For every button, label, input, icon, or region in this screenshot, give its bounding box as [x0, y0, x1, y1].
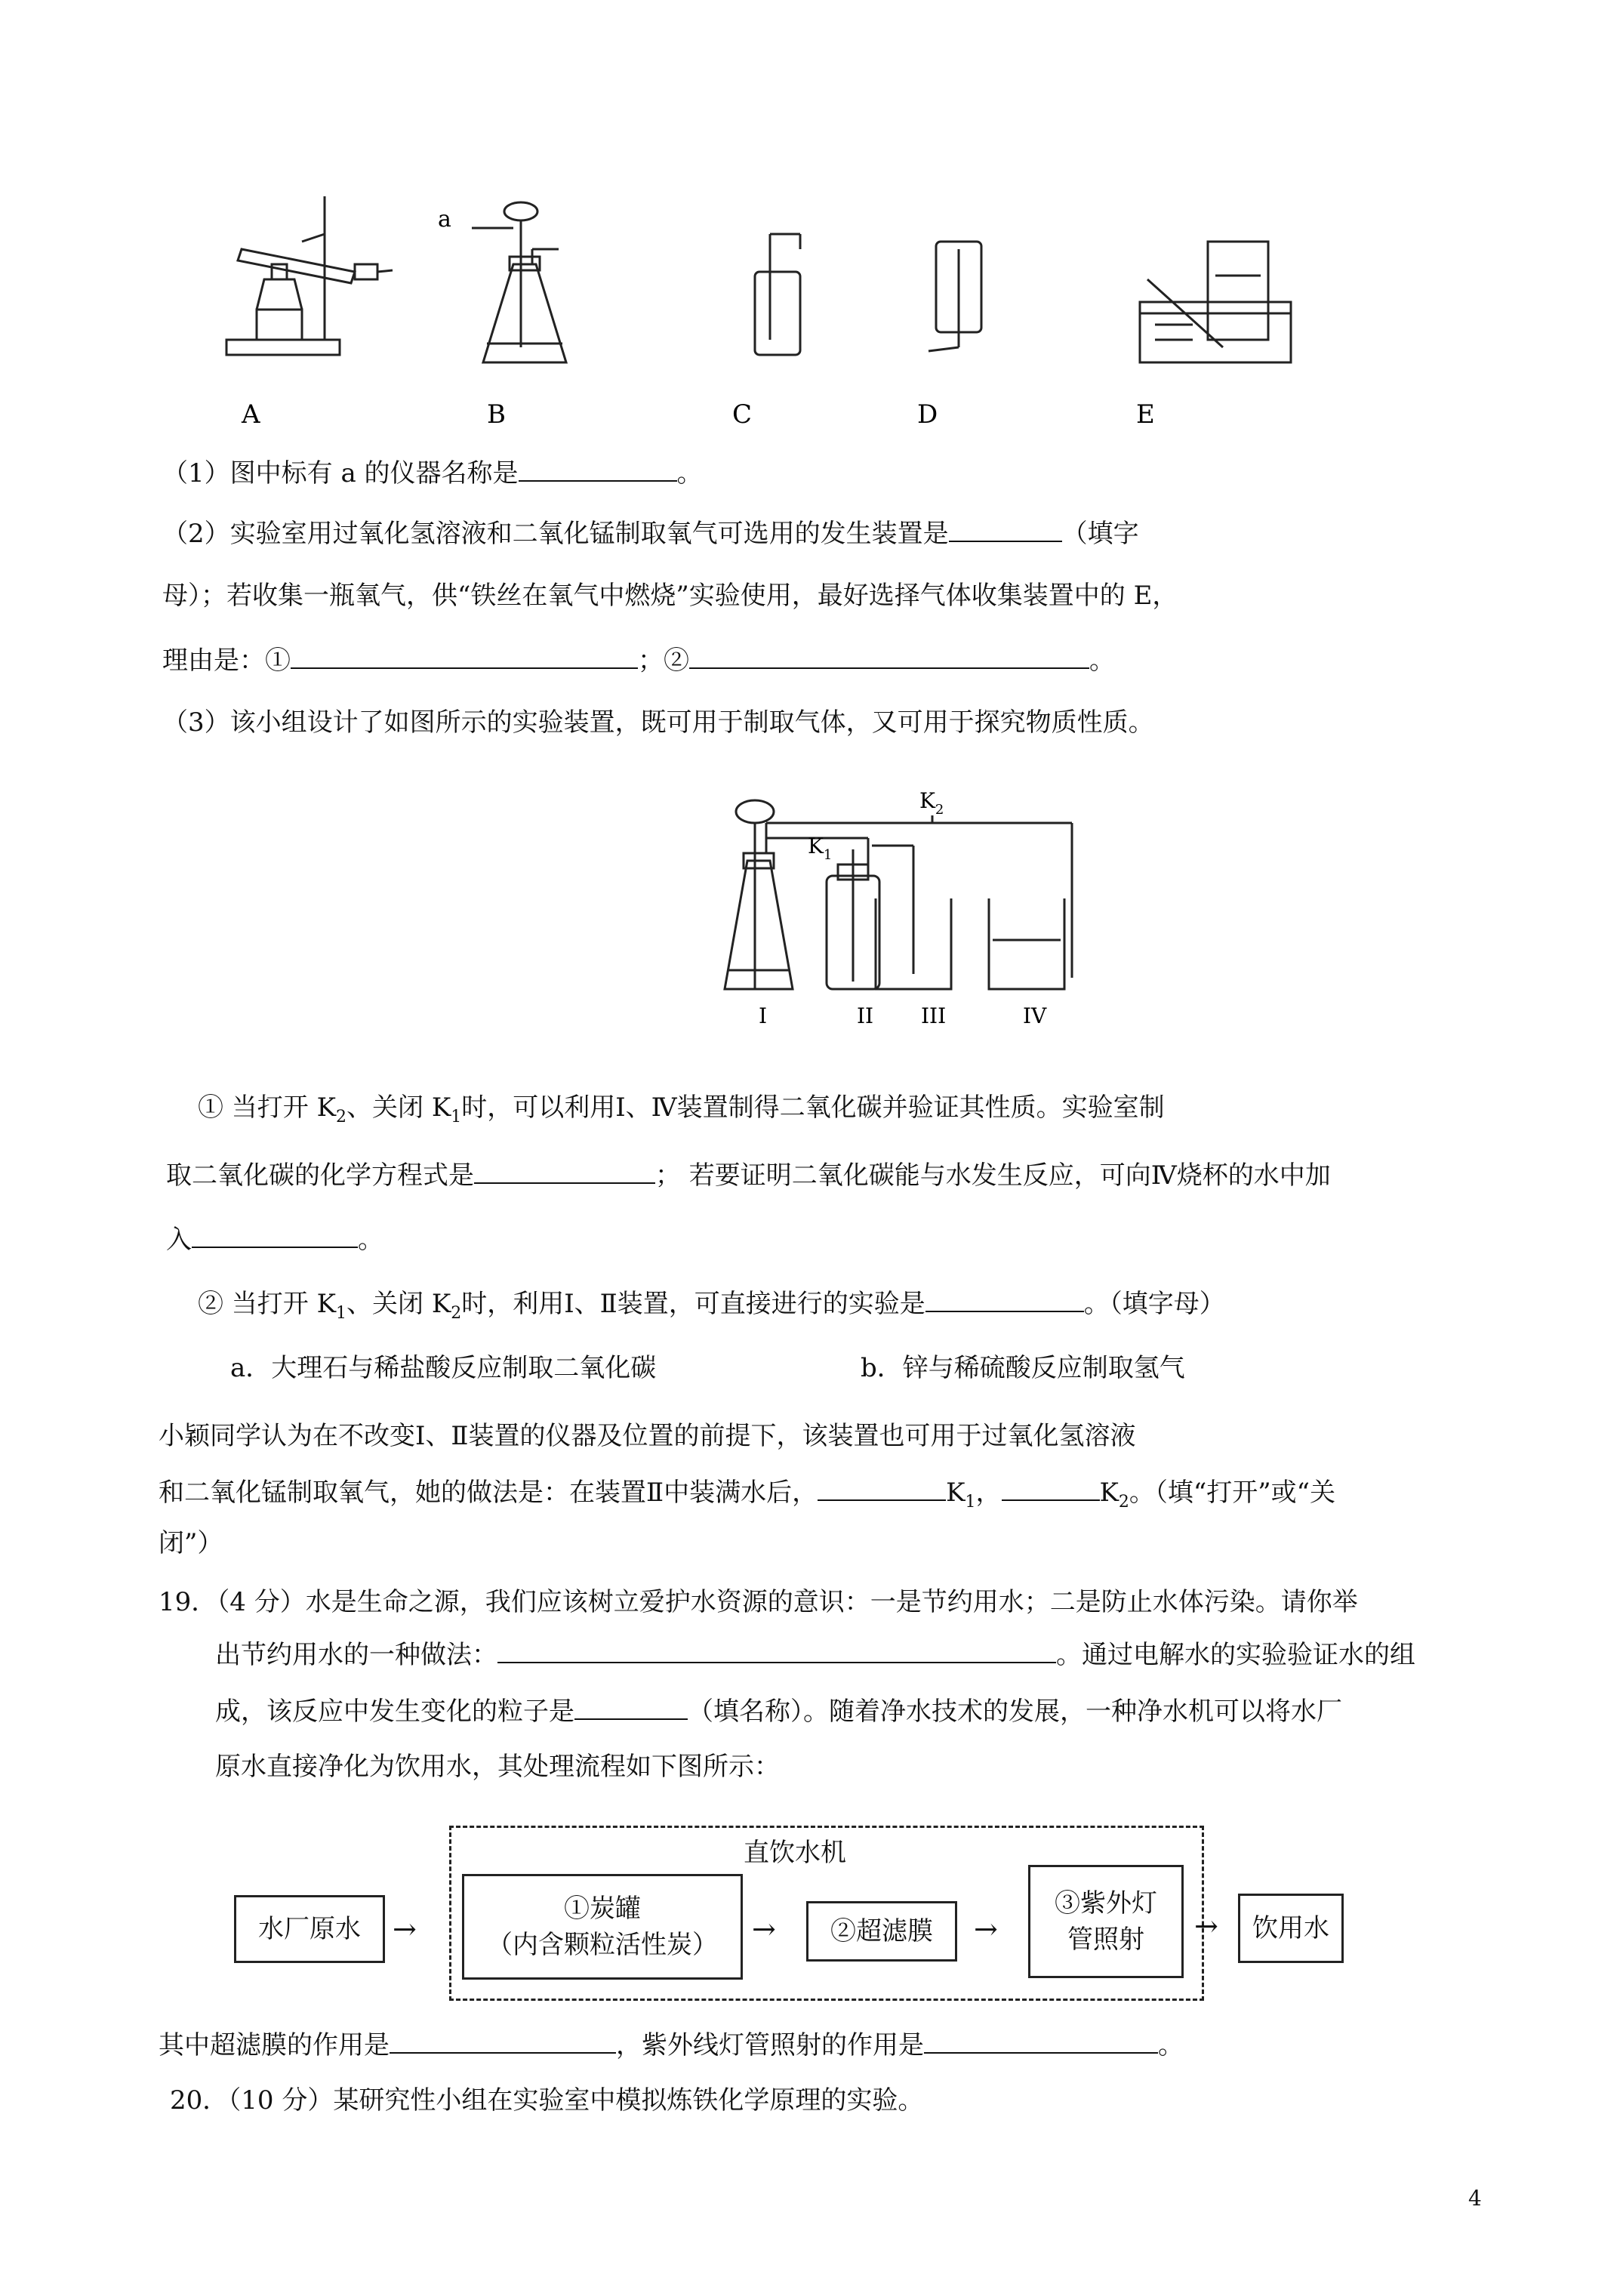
item2-line1: ② 当打开 $K_1$、关闭 $K_2$时，利用Ⅰ、Ⅱ装置，可直接进行的实验是 。（填字母） — [198, 1289, 1225, 1323]
q19-line2: 出节约用水的一种做法： 。通过电解水的实验验证水的组 — [215, 1640, 1415, 1670]
q20-line: 20．（10 分）某研究性小组在实验室中模拟炼铁化学原理的实验。 — [170, 2085, 924, 2116]
flow-arrow-icon: → — [974, 1912, 998, 1946]
answer-blank[interactable] — [925, 1288, 1084, 1312]
item2-option-a: a．大理石与稀盐酸反应制取二氧化碳 — [230, 1353, 657, 1383]
apparatus-label-B: B — [487, 399, 506, 430]
q2-line2: 母）；若收集一瓶氧气，供“铁丝在氧气中燃烧”实验使用，最好选择气体收集装置中的 E， — [162, 581, 1178, 611]
apparatus-label-A: A — [242, 399, 260, 430]
item1-line1: ① 当打开 $K_2$、关闭 $K_1$时，可以利用Ⅰ、Ⅳ装置制得二氧化碳并验证其性质。实验室制 — [198, 1093, 1165, 1126]
answer-blank[interactable] — [519, 458, 677, 482]
q19-line3: 成，该反应中发生变化的粒子是 （填名称）。随着净水技术的发展，一种净水机可以将水厂 — [215, 1697, 1342, 1727]
flow-group-title: 直饮水机 — [744, 1838, 846, 1868]
para-line3: 闭”） — [159, 1528, 223, 1558]
flow-arrow-icon: → — [752, 1912, 776, 1946]
apparatus-figure-2 — [717, 778, 1110, 1034]
apparatus-figure — [211, 189, 1329, 430]
marker-a: a — [438, 206, 451, 233]
q2-line3: 理由是：① ；② 。 — [162, 646, 1115, 676]
apparatus-label-C: C — [732, 399, 753, 430]
answer-blank[interactable] — [291, 645, 638, 669]
q19-line1: 19．（4 分）水是生命之源，我们应该树立爱护水资源的意识：一是节约用水；二是防止水体污染。请你举 — [159, 1587, 1358, 1617]
para-line2: 和二氧化锰制取氧气，她的做法是：在装置Ⅱ中装满水后， $K_1$， $K_2$。（填“打开”或“关 — [159, 1478, 1336, 1512]
svg-text:K1: $K_1$ — [808, 834, 833, 863]
after-flow-line: 其中超滤膜的作用是 ，紫外线灯管照射的作用是 。 — [159, 2030, 1184, 2060]
answer-blank[interactable] — [497, 1639, 1056, 1663]
q3-intro: （3）该小组设计了如图所示的实验装置，既可用于制取气体，又可用于探究物质性质。 — [162, 707, 1154, 738]
answer-blank[interactable] — [818, 1477, 946, 1501]
fig2-label-I: I — [759, 1003, 768, 1028]
answer-blank[interactable] — [192, 1224, 358, 1248]
answer-blank[interactable] — [390, 2029, 616, 2054]
q2-line1: （2）实验室用过氧化氢溶液和二氧化锰制取氧气可选用的发生装置是 （填字 — [162, 519, 1139, 549]
item2-option-b: b．锌与稀硫酸反应制取氢气 — [861, 1353, 1185, 1383]
item1-line3: 入 。 — [166, 1225, 383, 1255]
fig2-label-III: III — [921, 1003, 947, 1028]
item1-line2: 取二氧化碳的化学方程式是 ； 若要证明二氧化碳能与水发生反应，可向Ⅳ烧杯的水中加 — [166, 1160, 1331, 1191]
flow-step-carbon: ①炭罐 （内含颗粒活性炭） — [462, 1874, 743, 1980]
fig2-label-IV: IV — [1023, 1003, 1047, 1028]
q1-line: （1）图中标有 a 的仪器名称是 。 — [162, 458, 703, 488]
para-line1: 小颖同学认为在不改变Ⅰ、Ⅱ装置的仪器及位置的前提下，该装置也可用于过氧化氢溶液 — [159, 1421, 1136, 1451]
answer-blank[interactable] — [574, 1696, 688, 1720]
apparatus-label-D: D — [917, 399, 938, 430]
answer-blank[interactable] — [474, 1160, 655, 1184]
flow-drinking-water: 饮用水 — [1238, 1894, 1344, 1963]
flow-step-uv: ③紫外灯 管照射 — [1028, 1865, 1184, 1978]
answer-blank[interactable] — [1002, 1477, 1100, 1501]
svg-text:K2: $K_2$ — [919, 788, 944, 818]
flow-arrow-icon: → — [393, 1912, 417, 1946]
answer-blank[interactable] — [949, 518, 1062, 542]
apparatus-label-E: E — [1136, 399, 1155, 430]
answer-blank[interactable] — [689, 645, 1089, 669]
q19-line4: 原水直接净化为饮用水，其处理流程如下图所示： — [215, 1752, 780, 1782]
flow-arrow-icon: → — [1194, 1909, 1218, 1943]
page-number: 4 — [1468, 2186, 1482, 2211]
fig2-label-II: II — [857, 1003, 874, 1028]
flow-step-ultrafiltration: ②超滤膜 — [806, 1901, 957, 1962]
answer-blank[interactable] — [924, 2029, 1158, 2054]
flow-raw-water: 水厂原水 — [234, 1895, 385, 1963]
